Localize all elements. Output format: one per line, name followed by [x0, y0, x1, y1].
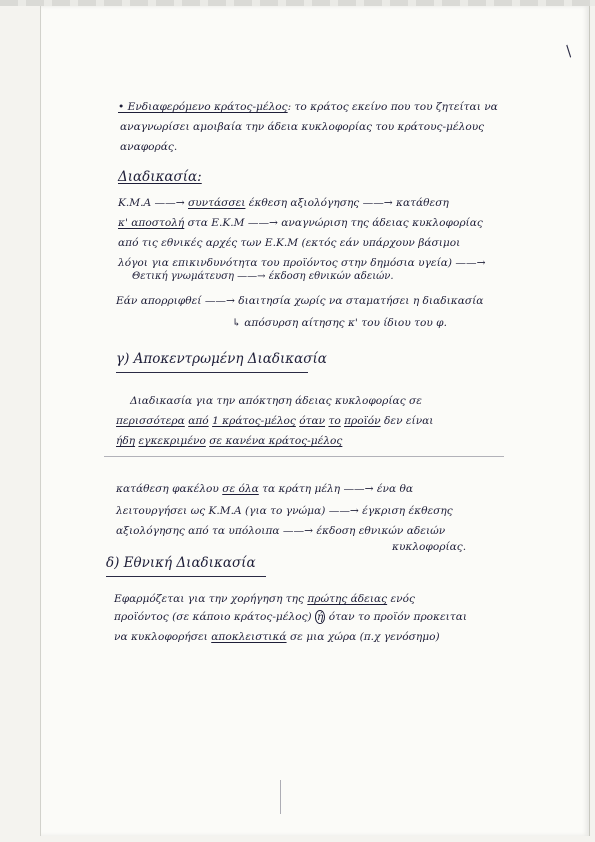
- corner-mark: /: [561, 42, 576, 60]
- delta-line-2: προϊόντος (σε κάποιο κράτος-μέλος) ή όταν το προϊόν προκειται: [114, 611, 468, 623]
- gamma-heading-underline: [116, 372, 308, 373]
- gamma-line-5: λειτουργήσει ως Κ.Μ.Α (για το γνώμα) ——→ έγκριση έκθεσης: [116, 505, 453, 517]
- gamma-line-4: κατάθεση φακέλου σε όλα τα κράτη μέλη ——→ ένα θα: [116, 483, 414, 495]
- procedure-line-5: Θετική γνωμάτευση ——→ έκδοση εθνικών αδειών.: [132, 271, 394, 282]
- gamma-line-3: ήδη εγκεκριμένο σε κανένα κράτος-μέλος: [116, 435, 343, 447]
- definition-line-1: • Ενδιαφερόμενο κράτος-μέλος: το κράτος εκείνο που του ζητείται να: [118, 101, 498, 113]
- gamma-line-6: αξιολόγησης από τα υπόλοιπα ——→ έκδοση εθνικών αδειών: [116, 525, 446, 537]
- procedure-line-6: Εάν απορριφθεί ——→ διαιτησία χωρίς να σταματήσει η διαδικασία: [116, 295, 484, 307]
- procedure-line-3: από τις εθνικές αρχές των Ε.Κ.Μ (εκτός εάν υπάρχουν βάσιμοι: [118, 237, 461, 249]
- term-interested-member-state: • Ενδιαφερόμενο κράτος-μέλος: [118, 101, 288, 113]
- procedure-line-4: λόγοι για επικινδυνότητα του προϊόντος στην δημόσια υγεία) ——→: [118, 257, 486, 269]
- procedure-line-2: κ' αποστολή στα Ε.Κ.Μ ——→ αναγνώριση της άδειας κυκλοφορίας: [118, 217, 483, 229]
- delta-line-1: Εφαρμόζεται για την χορήγηση της πρώτης άδειας ενός: [114, 593, 415, 605]
- gamma-separator: [104, 456, 504, 457]
- delta-line-3: να κυκλοφορήσει αποκλειστικά σε μια χώρα (π.χ γενόσημο): [114, 631, 440, 643]
- gamma-line-1: Διαδικασία για την απόκτηση άδειας κυκλοφορίας σε: [130, 395, 422, 407]
- procedure-line-7: ↳ απόσυρση αίτησης κ' του ίδιου του φ.: [232, 317, 447, 329]
- procedure-line-1: Κ.Μ.Α ——→ συντάσσει έκθεση αξιολόγησης ——→ κατάθεση: [118, 197, 449, 209]
- delta-heading-underline: [106, 576, 266, 577]
- stray-pen-mark: [280, 780, 281, 814]
- definition-line-2: αναγνωρίσει αμοιβαία την άδεια κυκλοφορίας του κράτους-μέλους: [120, 121, 485, 133]
- procedure-heading: Διαδικασία:: [118, 169, 202, 185]
- gamma-line-2: περισσότερα από 1 κράτος-μέλος όταν το προϊόν δεν είναι: [116, 415, 434, 427]
- delta-heading: δ) Εθνική Διαδικασία: [106, 555, 256, 571]
- gamma-line-7: κυκλοφορίας.: [392, 541, 467, 553]
- definition-line-3: αναφοράς.: [120, 141, 178, 153]
- gamma-heading: γ) Αποκεντρωμένη Διαδικασία: [116, 351, 327, 367]
